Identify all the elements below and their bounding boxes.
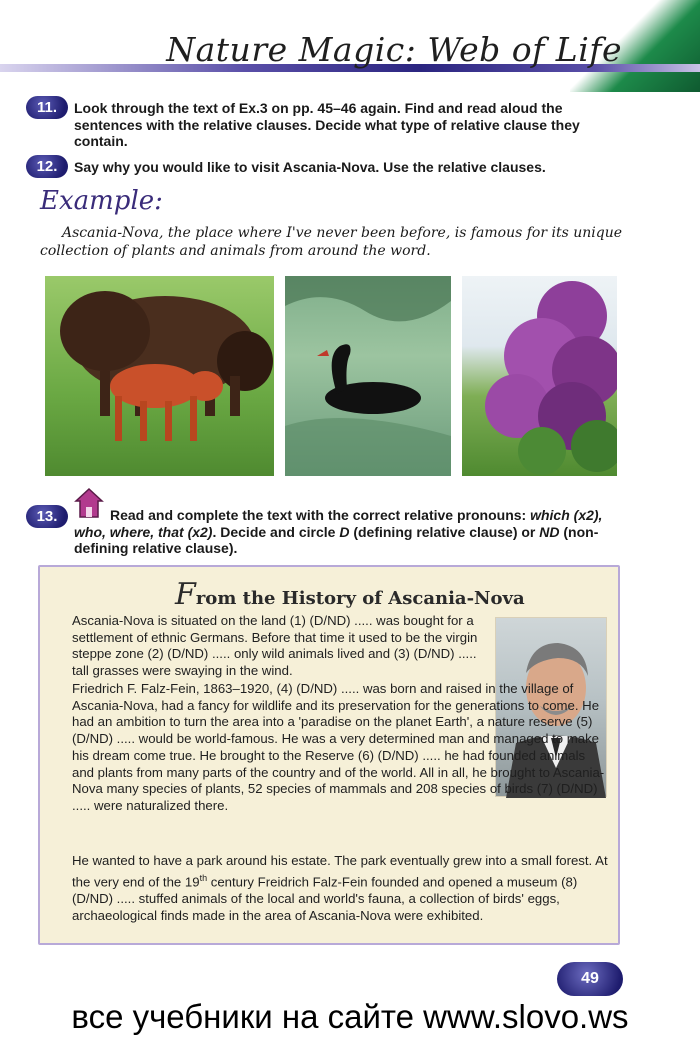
reading-title-rest: rom the History of Ascania-Nova bbox=[195, 588, 525, 609]
page-number: 49 bbox=[557, 962, 623, 996]
house-icon bbox=[74, 487, 104, 519]
instruction-d: D bbox=[339, 523, 350, 540]
instruction-nd: ND bbox=[539, 523, 560, 540]
instruction-lead: Read and complete the text with the correct relative pronouns: bbox=[110, 507, 531, 523]
reading-title-initial: F bbox=[175, 577, 196, 612]
reading-paragraph-3 bbox=[50, 853, 610, 924]
exercise-13 bbox=[26, 505, 626, 557]
black-swan-photo bbox=[285, 276, 451, 476]
paragraph-3-part-b: century Freidrich Falz-Fein founded and opened a museum (8) (D/ND) ..... stuffed animals of the local and world's fauna, a collection of birds' eggs, archaeological finds made in the area of Ascania-Nova were exhibited. bbox=[72, 874, 578, 923]
page-header bbox=[0, 0, 700, 92]
instruction-mid: . Decide and circle bbox=[212, 523, 340, 540]
exercise-11 bbox=[26, 96, 626, 150]
exercise-number-badge: 11. bbox=[26, 96, 68, 119]
exercise-number-badge: 12. bbox=[26, 155, 68, 178]
ordinal-suffix: th bbox=[199, 872, 208, 883]
reading-paragraph-1 bbox=[50, 613, 490, 680]
instruction-tail: (non-defining relative clause). bbox=[74, 523, 599, 556]
exercise-instruction bbox=[74, 505, 626, 557]
reading-text-box bbox=[38, 565, 620, 945]
example-label: Example: bbox=[40, 186, 163, 216]
paragraph-2-text: Friedrich F. Falz-Fein, 1863–1920, (4) (D/ND) ..... was born and raised in the village of Ascania-Nova, had a fancy for wildlife and its preservation for the generations to come. He had an ambition to turn the area into a 'paradise on the planet Earth', a nature reserve (5) (D/ND) ..... would be world-famous. He was a very determined man and managed to make his dream come true. He brought to the Reserve (6) (D/ND) ..... he had founded animals and plants from many parts of the country and of the world. All in all, he brought to Ascania-Nova many species of plants, 52 species of mammals and 208 species of birds (7) (D/ND) ..... were naturalized there. bbox=[72, 681, 605, 813]
exercise-number-badge: 13. bbox=[26, 505, 68, 528]
exercise-instruction: Look through the text of Ex.3 on pp. 45–46 again. Find and read aloud the sentences with the relative clauses. Decide what type of relative clause they contain. bbox=[74, 100, 580, 149]
lilac-photo bbox=[462, 276, 617, 476]
reading-paragraph-2 bbox=[50, 681, 605, 813]
exercise-instruction: Say why you would like to visit Ascania-Nova. Use the relative clauses. bbox=[74, 159, 546, 175]
instruction-def: (defining relative clause) or bbox=[349, 523, 540, 540]
swan-illustration bbox=[285, 276, 451, 476]
unit-title: Nature Magic: Web of Life bbox=[166, 30, 622, 69]
example-sentence: Ascania-Nova, the place where I've never been before, is famous for its unique collection of plants and animals from around the word. bbox=[40, 225, 622, 259]
bison-illustration bbox=[45, 276, 274, 476]
paragraph-1-text: Ascania-Nova is situated on the land (1) (D/ND) ..... was bought for a settlement of ethnic Germans. Before that time it used to be the virgin steppe zone (2) (D/ND) ..... only wild animals lived and (3) (D/ND) ..... tall grasses were swaying in the wind. bbox=[72, 613, 478, 679]
paragraph-3-part-a: He wanted to have a park around his estate. The park eventually grew into a small forest. At the very end of the 19 bbox=[72, 853, 608, 890]
instruction-pronouns: which (x2), who, where, that (x2) bbox=[74, 507, 603, 540]
bison-photo bbox=[45, 276, 274, 476]
reading-title bbox=[175, 577, 525, 612]
paragraph-3-text bbox=[50, 853, 610, 924]
footer-watermark: все учебники на сайте www.slovo.ws bbox=[71, 998, 629, 1035]
exercise-12 bbox=[26, 155, 626, 176]
lilac-illustration bbox=[462, 276, 617, 476]
